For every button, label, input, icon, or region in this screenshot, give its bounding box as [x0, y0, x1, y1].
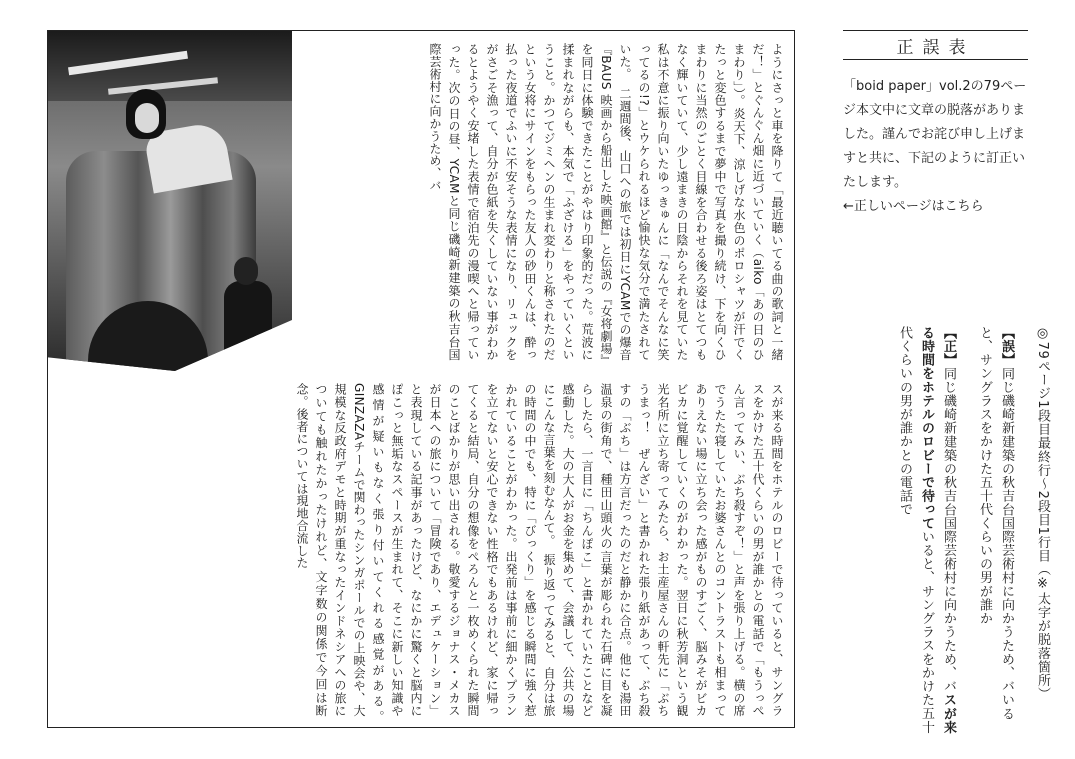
correct-tag: 【正】: [941, 326, 956, 367]
article-column-bottom: [86, 383, 786, 730]
photo-man-body: [224, 281, 272, 351]
errata-title: 正誤表: [896, 37, 975, 58]
errata-detail: [883, 326, 1053, 746]
article-bottom-lead: スが来る時間をホテルのロビーで待っていると、サングラスをかけた五十代くらいの男が誰かとの電話で: [751, 383, 784, 717]
photo-performer-face: [135, 103, 159, 133]
wrong-text: 同じ磯崎新建築の秋吉台国際芸術村に向かうため、バいると、サングラスをかけた五十代くらいの男が誰か: [977, 326, 1014, 721]
article-column-top-right: ようにさっと車を降りて「最近聴いてる曲の歌詞と一緒だ！」とぐんぐん畑に近づいていく（aiko「あの日のひまわり」）。炎天下、涼しげな水色のポロシャツが汗でくたっと変色するまで夢中で写真を撮り続け、下を向くひまわりに当然のごとく目線を合わせる後ろ姿はとてつもなく輝いていて、少し遠まきの日陰からそれを見ていた私は不意に振り向いたゆっきゅんに「なんでそんなに笑ってるの!?」とウケられるほど愉快な気分で満たされていた。 二週間後、山口への旅では初日にYCAMでの爆音『BAUS 映画から船出した映画館』と伝説の『女将劇場』を同日に体験できたことがやはり印象的だった。荒波に揉まれながらも、本気で「ふざける」をやっていくということ。かつてジミヘンの生まれ変わりと称されたのだという女将にサインをもらった友人の砂田くんは、酔っ払った夜道でふいに不安そうな表情になり、リュックをがさごそ漁って、自分が色紙を失くしていない事がわかるとようやく安堵した表情で宿泊先の漫喫へと帰っていった。次の日の昼、YCAMと同じ磯崎新建築の秋吉台国際芸術村に向かうため、バ: [428, 43, 784, 361]
correct-text-bold: スが来る時間をホテルのロビーで待って: [919, 326, 956, 735]
errata-note: [843, 75, 1031, 219]
article-bottom-text: 「もうっぺん言ってみい、ぶち殺すぞ！」と声を張り上げる。横の席でうたた寝していたお婆さんとのコントラストも相まってありえない場に立ち会った感がものすごく、脳みそがビカビカに覚醒していくのがわかった。翌日に秋芳洞という観光名所に立ち寄ってみたら、お土産屋さんの軒先に「ぶちうまっ！ ぜんざい」と書かれた張り紙があって、ぶち殺すの「ぶち」は方言だったのだと静かに合点。他にも湯田温泉の街角で、種田山頭火の言葉が彫られた石碑に目を凝らしたら、一言目に「ちんぽこ」と書かれていたことなど感動した。大の大人がお金を集めて、会議して、公共の場にこんな言葉を刻むなんて。 振り返ってみると、自分は旅の時間の中でも、特に「びっくり」を感じる瞬間に強く惹かれていることがわかった。出発前は事前に細かくプランを立てないと安心できない性格でもあるけれど、家に帰ってくると結局、自分の想像をぺろんと一枚めくられた瞬間のことばかりが思い出される。敬愛するジョナス・メカスが日本への旅について「冒険であり、エデュケーション」と表現している記事があったけど、なにかに驚くと脳内にぽこっと無垢なスペースが生まれて、そこに新しい知識や感情が疑いもなく張り付いてくれる感覚がある。 GINZAZAチームで関わったシンガポールでの上映会や、大規模な反政府デモと時期が重なったインドネシアへの旅についても触れたかったけれど、文字数の関係で今回は断念。後者については現地合流した: [295, 383, 765, 730]
errata-location: ◎79ページ1段目最終行〜2段目1行目（※太字が脱落箇所）: [1035, 326, 1050, 701]
errata-note-text: 「boid paper」vol.2の79ページ本文中に文章の脱落がありました。謹んでお詫び申し上げますと共に、下記のように訂正いたします。: [843, 79, 1027, 190]
correct-text-1: 同じ磯崎新建築の秋吉台国際芸術村に向かうため、バ: [941, 366, 956, 694]
photo-man-head: [234, 257, 258, 285]
errata-header: [843, 30, 1028, 60]
stage-photo: [48, 31, 292, 371]
errata-wrong: [973, 326, 1017, 746]
article-page: [47, 30, 795, 728]
correct-text-2: いると、サングラスをかけた五十代くらいの男が誰かとの電話で: [897, 326, 934, 734]
wrong-tag: 【誤】: [999, 326, 1014, 367]
errata-correct: [893, 326, 959, 746]
correct-page-link[interactable]: ←正しいページはこちら: [843, 199, 984, 214]
